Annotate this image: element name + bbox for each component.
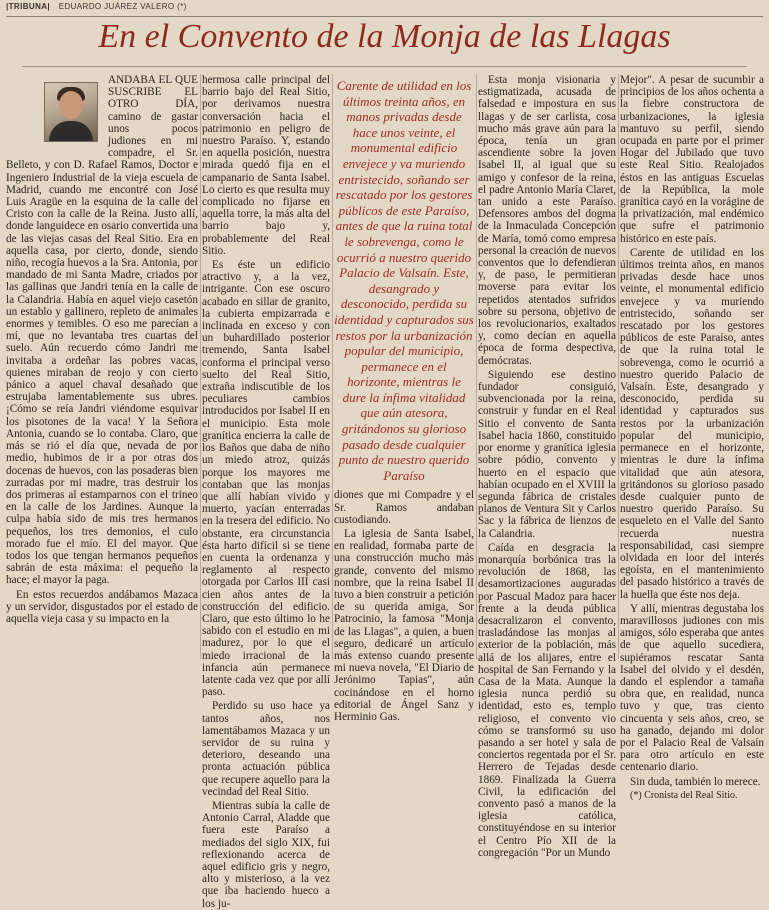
column-5-paragraph-3: Y allí, mientras degustaba los maravillosos judiones con mis amigos, sólo esperaba que antes de que aquello sucediera, supiéramos rescatar Santa Isabel del olvido y el desdén, dando el esplendor a tamaña obra que, en realidad, nunca tuvo y que, tras ciento cincuenta y seis años, creo, se ha ganado, dejando mi dolor por el Palacio Real de Valsaín para otro artículo en este centenario diario. (620, 602, 764, 774)
column-4 (478, 74, 616, 859)
author-byline: EDUARDO JUÁREZ VALERO (*) (58, 2, 187, 11)
column-3-paragraph-2: La iglesia de Santa Isabel, en realidad, formaba parte de una construcción mucho más grande, convento del mismo nombre, que la reina Isabel II tuvo a bien construir a petición de su querida amiga, Sor Patrocinio, la famosa "Monja de las Llagas", a quien, a buen seguro, dedicaré un artículo más extenso cuando presente mi nueva novela, "El Diario de Jerónimo Tapias", aún cocinándose en el horno editorial de Ángel Sanz y Herminio Gas. (334, 528, 474, 724)
column-divider (618, 74, 619, 659)
column-3-paragraph-1: diones que mi Compadre y el Sr. Ramos andaban custodiando. (334, 489, 474, 526)
pull-quote: Carente de utilidad en los últimos treinta años, en manos privadas desde hace unos veinte, el monumental edificio envejece y va muriendo entristecido, soñando ser rescatado por los gestores públicos de este Paraíso, antes de que la ruina total le sobrevenga, como le ocurrió a nuestro querido Palacio de Valsaín. Este, desangrado y desconocido, perdida su identidad y capturados sus restos por la urbanización popular del municipio, permanece en el horizonte, mientras le dure la ínfima vitalidad que aún atesora, gritándonos su glorioso pasado desde cualquier punto de nuestro querido Paraíso (334, 78, 474, 483)
column-divider (476, 74, 477, 659)
column-2-paragraph-4: Mientras subía la calle de Antonio Carral, Aladde que fuera este Paraíso a mediados del siglo XIX, fui reflexionando acerca de aquel edificio gris y negro, alto y misterioso, a la vez que iba haciendo hueco a los ju- (202, 799, 330, 910)
author-photo-face (59, 91, 83, 119)
column-divider (200, 74, 201, 659)
column-2 (202, 74, 330, 910)
title-divider (22, 66, 747, 67)
column-5 (620, 74, 764, 801)
column-5-paragraph-4: Sin duda, también lo merece. (630, 775, 761, 788)
column-1 (6, 74, 198, 659)
author-photo-shoulders (49, 121, 93, 141)
author-footnote: (*) Cronista del Real Sitio. (630, 789, 738, 801)
page-header (6, 2, 763, 17)
column-4-paragraph-2: Siguiendo ese destino fundador consiguió, subvencionada por la reina, construir y fundar en el Real Sitio el convento de Santa Isabel hacia 1860, constituido por enorme y granítica iglesia sobre pódio, convento y huerto en el espacio que habían ocupado en el XVIII la segunda fábrica de cristales planos de Ventura Sit y Carlos Sac y la fábrica de lienzos de la Calandria. (478, 368, 616, 540)
column-5-paragraph-1: Mejor". A pesar de sucumbir a principios de los años ochenta a la fiebre constructora de urbanizaciones, la iglesia mantuvo su perfil, siendo ocupada en parte por el primer Hogar del Jubilado que tuvo este Real Sitio. Realojados éstos en las antiguas Escuelas de la República, la mole granítica cayó en la vorágine de la privatización, mal endémico que sufre el patrimonio histórico en este país. (620, 74, 764, 245)
article-title: En el Convento de la Monja de las Llagas (98, 18, 671, 55)
column-3-continuation (334, 489, 474, 723)
column-5-paragraph-2: Carente de utilidad en los últimos treinta años, en manos privadas desde hace unos veinte, el monumental edificio envejece y va muriendo entristecido, soñando ser rescatado por los gestores públicos de este Paraíso, antes de que la ruina total le sobrevenga, como le ocurrió a nuestro querido Palacio de Valsaín. Este, desangrado y desconocido, perdida su identidad y capturados sus restos por la urbanización popular del municipio, permanece en el horizonte, mientras le dure la ínfima vitalidad que aún atesora, gritándonos su glorioso pasado desde cualquier punto de nuestro querido Paraíso. Su esqueleto en el Valle del Santo recuerda nuestra responsabilidad, casi siempre olvidada en loor del interés egoísta, en el mantenimiento del pasado histórico a través de la huella que éste nos deja. (620, 246, 764, 601)
column-2-paragraph-1: hermosa calle principal del barrio bajo del Real Sitio, por derivamos nuestra conversación hacia el patrimonio en peligro de nuestro Paraíso. Y, estando en aquella posición, nuestra mirada quedó fija en el campanario de Santa Isabel. Lo cierto es que resulta muy complicado no fijarse en aquella torre, la más alta del barrio bajo y, probablemente del Real Sitio. (202, 74, 330, 257)
author-photo (44, 82, 98, 142)
section-label: |TRIBUNA| (6, 2, 51, 11)
column-divider (332, 74, 333, 659)
column-4-paragraph-3: Caída en desgracia la monarquía borbónica tras la revolución de 1868, las desamortizaciones auguradas por Pascual Madoz para hacer frente a la deuda pública desacralizaron el convento, trasladándose las monjas al exterior de la población, más allá de los alijares, entre el hospital de San Fernando y la Casa de la Mata. Aunque la iglesia nunca perdió su identidad, esto es, templo religioso, el convento vio cómo se transformó su uso pasando a ser hotel y sala de conciertos regentada por el Sr. Herrero de Tejadas desde 1869. Finalizada la Guerra Civil, la edificación del convento pasó a manos de la iglesia católica, constituyéndose en su interior el Centro Pío XII de la congregación "Por un Mundo (478, 541, 616, 859)
column-2-paragraph-3: Perdido su uso hace ya tantos años, nos lamentábamos Mazaca y un servidor de su ruina y deterioro, deseando una pronta actuación pública que recupere aquello para la vecindad del Real Sitio. (202, 700, 330, 798)
column-3 (334, 74, 474, 724)
column-1-paragraph-2: En estos recuerdos andábamos Mazaca y un servidor, disgustados por el estado de aquella vieja casa y su impacto en la (6, 588, 198, 625)
column-4-paragraph-1: Esta monja visionaria y estigmatizada, acusada de falsedad e impostura en sus llagas y de ser carlista, cosa mucho más grave aún para la época, tenía un gran ascendiente sobre la joven Isabel II, al igual que su amigo y confesor de la reina, el padre Antonio María Claret, tan unido a este Paraíso. Defensores ambos del dogma de la Inmaculada Concepción de María, tomó como empresa personal la creación de nuevos conventos que lo defendieran y, de paso, le permitieran moverse para evitar los repetidos atentados sufridos sobre su persona, objetivo de los revolucionarios, exaltados y, como decían en aquella época de forma despectiva, demócratas. (478, 74, 616, 367)
column-2-paragraph-2: Es éste un edificio atractivo y, a la vez, intrigante. Con ese oscuro acabado en sillar de granito, la cubierta empizarrada e inclinada en exceso y con un buhardillado posterior tremendo, Santa Isabel conforma el principal verso suelto del Real Sitio, extraña indiscutible de los peculiares cambios introducidos por Isabel II en el municipio. Esta mole granítica encierra la calle de los Baños que daba de niño un miedo atroz, quizás porque los mayores me contaban que las monjas que allí habían vivido y muerto, yacían enterradas en la tresera del edificio. No obstante, era circunstancia ésta harto difícil si se tiene en cuenta la ordenanza y reglamento al respecto otorgada por Carlos III casi cien años antes de la construcción del edificio. Claro, que esto último lo he sabido con el estudio en mi madurez, por lo que el miedo irracional de la infancia aún permanece latente cada vez que por allí paso. (202, 259, 330, 699)
column-1-paragraph-1: ANDABA EL QUE SUSCRIBE EL OTRO DÍA, camino de gastar unos pocos judiones en mi compadre, el Sr. Belleto, y con D. Rafael Ramos, Doctor e Ingeniero Industrial de la vieja escuela de Madrid, cuando me encontré con José Luis Aragüe en la esquina de la calle del Cristo con la calle de la Reina. Justo allí, donde languidece en osario convertida una de las viejas casas del Real Sitio. Era en aquella casa, por cierto, donde, siendo niño, recogía huevos a la Sra. Antonia, por mandado de mi Santa Madre, criados por las gallinas que Jandri tenía en la calle de la Calandria. Había en aquel viejo casetón un establo y gallinero, repleto de animales enormes y temibles. O eso me parecían a mí, que no levantaba tres cuartas del suelo. Aún recuerdo cómo Jandri me invitaba a ordeñar las pobres vacas, quienes miraban de reojo y con cierto pánico a aquel chaval desañado que estrujaba lamentablemente sus ubres. ¡Cómo se reía Jandri viéndome esquivar los pisotones de la vaca! Y la Señora Antonia, cuando se lo contaba. Claro, que más se rió el día que, nevada de por medio, hubimos de ir a por otras dos docenas de huevos, con las posaderas bien zurradas por mi madre, tras destruir los dos primeras al estamparnos con el trineo en la calle de los Jardines. Aunque la culpa había sido de mis tres hermanos pequeños, los tres demonios, el culo morado fue el mío. El del mayor. Que todos los que tengan hermanos pequeños sabrán de esta máxima: el pequeño la hace; el mayor la paga. (6, 74, 198, 587)
